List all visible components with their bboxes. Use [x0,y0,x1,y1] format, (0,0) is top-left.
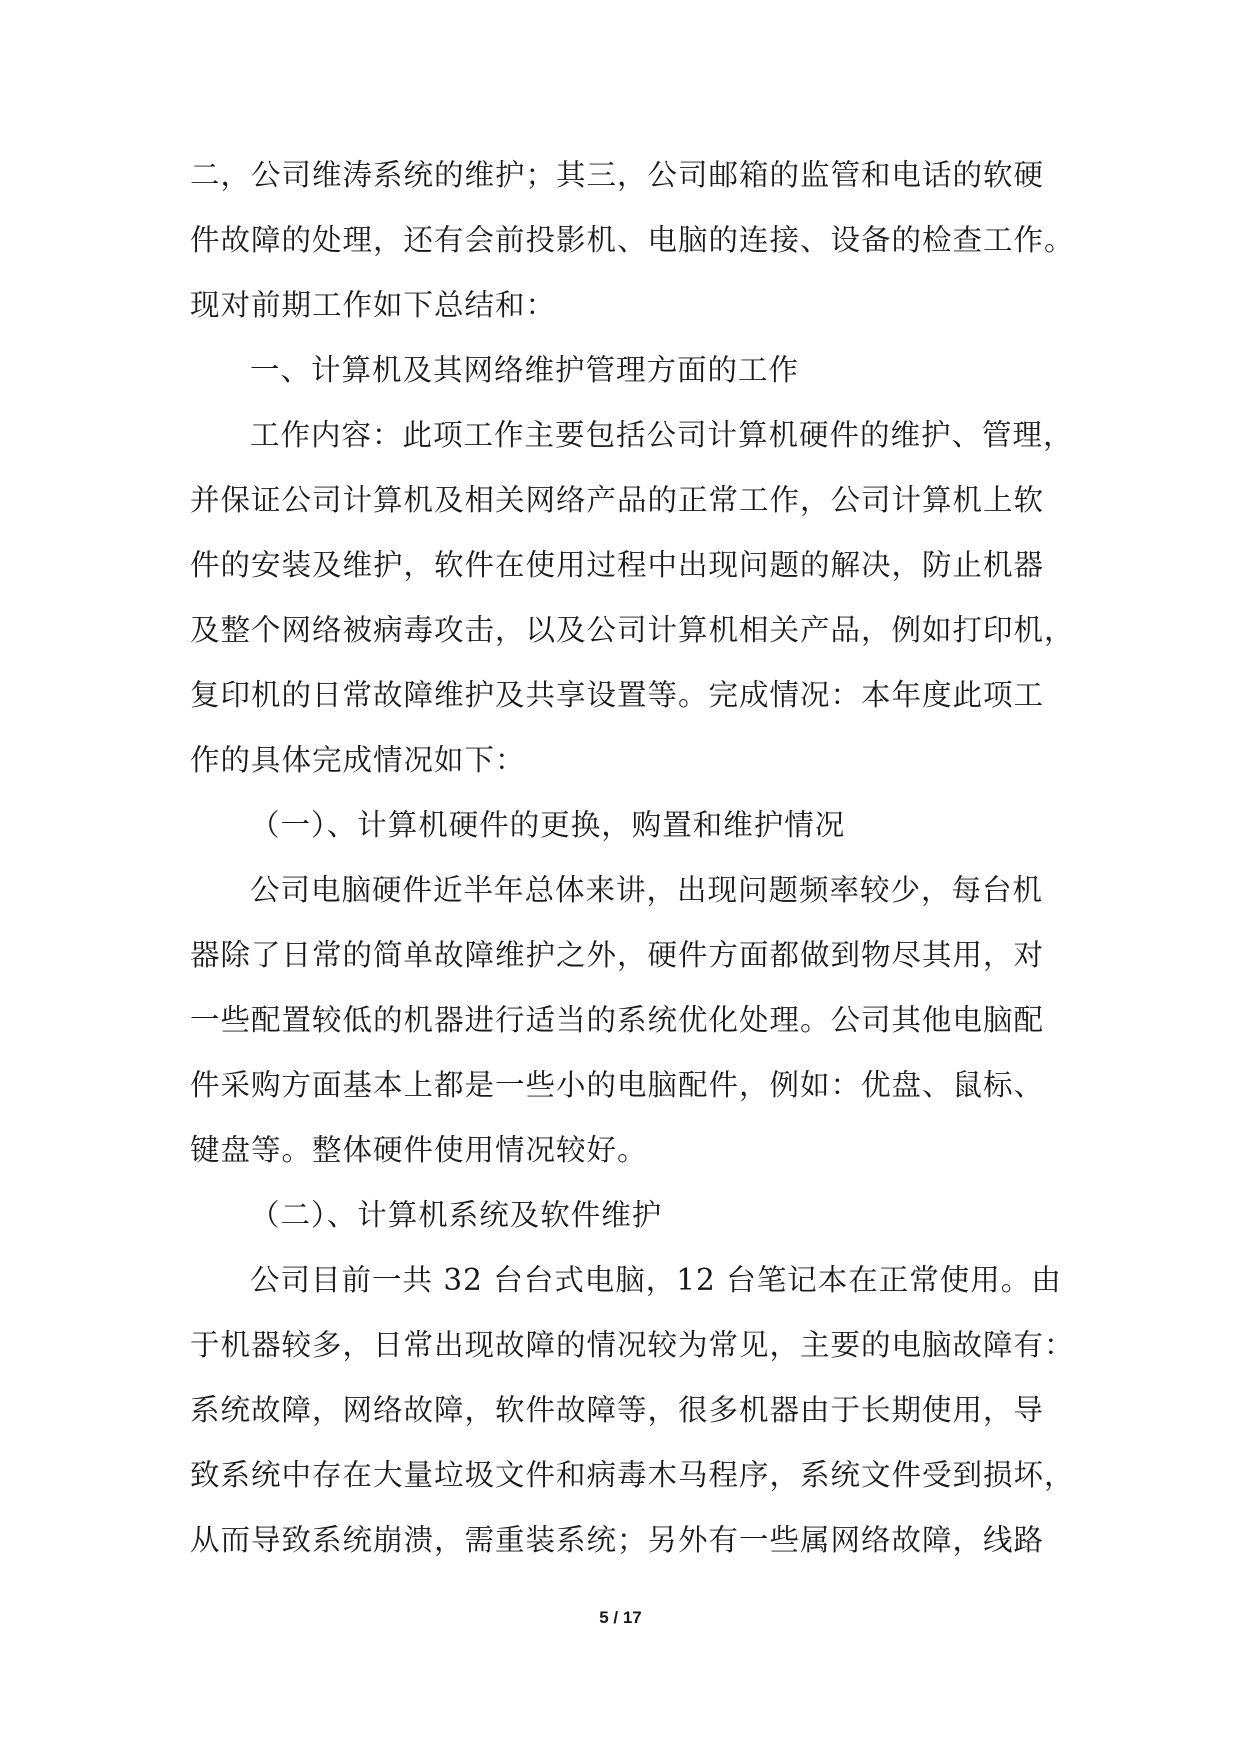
text-line: 件的安装及维护，软件在使用过程中出现问题的解决，防止机器 [190,548,1045,582]
text-line: 公司目前一共 32 台台式电脑，12 台笔记本在正常使用。由 [250,1263,1062,1297]
text-line: 件采购方面基本上都是一些小的电脑配件，例如：优盘、鼠标、 [190,1068,1045,1102]
text-line: 并保证公司计算机及相关网络产品的正常工作，公司计算机上软 [190,483,1045,517]
text-line: 一些配置较低的机器进行适当的系统优化处理。公司其他电脑配 [190,1003,1045,1037]
text-line: 二，公司维涛系统的维护；其三，公司邮箱的监管和电话的软硬 [190,158,1045,192]
text-line: 键盘等。整体硬件使用情况较好。 [190,1133,648,1167]
text-line: 从而导致系统崩溃，需重装系统；另外有一些属网络故障，线路 [190,1523,1045,1557]
text-line: 于机器较多，日常出现故障的情况较为常见，主要的电脑故障有： [190,1328,1075,1362]
subsection-heading: （一）、计算机硬件的更换，购置和维护情况 [250,808,846,842]
section-heading: 一、计算机及其网络维护管理方面的工作 [250,353,800,387]
page-number: 5 / 17 [599,1608,642,1627]
text-line: 作的具体完成情况如下： [190,743,526,777]
text-line: 复印机的日常故障维护及共享设置等。完成情况：本年度此项工 [190,678,1045,712]
text-line: 工作内容：此项工作主要包括公司计算机硬件的维护、管理， [250,418,1074,452]
text-line: 器除了日常的简单故障维护之外，硬件方面都做到物尽其用，对 [190,938,1045,972]
text-line: 系统故障，网络故障，软件故障等，很多机器由于长期使用，导 [190,1393,1045,1427]
subsection-heading: （二）、计算机系统及软件维护 [250,1198,663,1232]
text-line: 件故障的处理，还有会前投影机、电脑的连接、设备的检查工作。 [190,223,1075,257]
text-line: 公司电脑硬件近半年总体来讲，出现问题频率较少，每台机 [250,873,1044,907]
text-line: 及整个网络被病毒攻击，以及公司计算机相关产品，例如打印机， [190,613,1075,647]
text-line: 现对前期工作如下总结和： [190,288,557,322]
text-line: 致系统中存在大量垃圾文件和病毒木马程序，系统文件受到损坏， [190,1458,1075,1492]
